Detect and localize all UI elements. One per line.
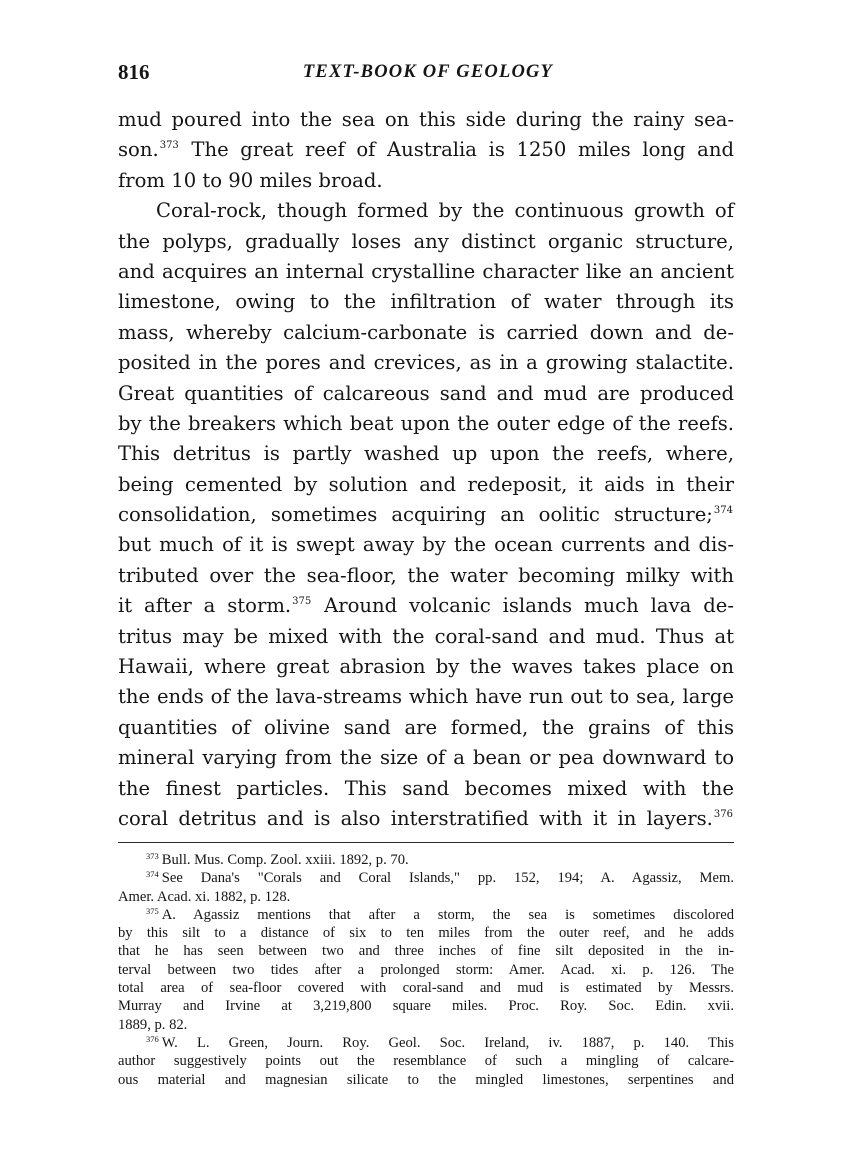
text-line: Great quantities of calcareous sand and mud are produced <box>118 381 734 405</box>
text-line: it after a storm.$^{375}$ Around volcanic islands much lava de- <box>118 594 734 618</box>
footnote-line: by this silt to a distance of six to ten miles from the outer reef, and he adds <box>118 925 734 942</box>
text-line: mineral varying from the size of a bean or pea downward to <box>118 746 734 770</box>
text-line: This detritus is partly washed up upon the reefs, where, <box>118 442 734 466</box>
footnote-line: Amer. Acad. xi. 1882, p. 128. <box>118 888 291 905</box>
footnote-number: 375 <box>146 905 159 916</box>
footnote-ref: 375 <box>292 596 312 608</box>
body-text <box>118 105 734 834</box>
text-line: limestone, owing to the infiltration of water through its <box>118 290 734 314</box>
footnote-line: ous material and magnesian silicate to the mingled limestones, serpentines and <box>118 1071 734 1088</box>
footnote-line: total area of sea-floor covered with coral-sand and mud is estimated by Messrs. <box>118 980 734 997</box>
text-line: Hawaii, where great abrasion by the waves takes place on <box>118 655 734 679</box>
text-line: and acquires an internal crystalline character like an ancient <box>118 259 734 283</box>
text-line: by the breakers which beat upon the outer edge of the reefs. <box>118 411 734 435</box>
text-line: mass, whereby calcium-carbonate is carried down and de- <box>118 320 734 344</box>
text-line: from 10 to 90 miles broad. <box>118 168 383 192</box>
footnote-line: $^{375}$ A. Agassiz mentions that after a storm, the sea is sometimes discolored <box>146 905 734 923</box>
text-line: but much of it is swept away by the ocean currents and dis- <box>118 533 734 557</box>
text-line: Coral-rock, though formed by the continuous growth of <box>156 199 734 223</box>
footnotes <box>118 851 734 1089</box>
footnote-line: that he has seen between two and three inches of fine silt deposited in the in- <box>118 943 734 960</box>
running-title: TEXT-BOOK OF GEOLOGY <box>302 62 554 82</box>
footnote-ref: 374 <box>713 505 733 517</box>
text-line: being cemented by solution and redeposit, it aids in their <box>118 472 734 496</box>
text-line: the finest particles. This sand becomes mixed with the <box>118 776 734 800</box>
footnote-line: $^{374}$ See Dana's "Corals and Coral Islands," pp. 152, 194; A. Agassiz, Mem. <box>146 869 734 887</box>
text-line: the polyps, gradually loses any distinct organic structure, <box>118 229 734 253</box>
page-header <box>118 60 738 90</box>
footnote-number: 373 <box>146 851 159 861</box>
text-line: tributed over the sea-floor, the water becoming milky with <box>118 563 734 587</box>
footnote-line: 1889, p. 82. <box>118 1016 188 1033</box>
footnote-line: Murray and Irvine at 3,219,800 square miles. Proc. Roy. Soc. Edin. xvii. <box>118 998 734 1015</box>
text-line: the ends of the lava-streams which have run out to sea, large <box>118 685 734 709</box>
text-line: mud poured into the sea on this side during the rainy sea- <box>118 108 734 131</box>
text-line: consolidation, sometimes acquiring an oolitic structure;$^{374}$ <box>118 503 733 527</box>
footnote-number: 374 <box>146 869 159 880</box>
footnote-ref: 376 <box>713 808 733 820</box>
text-line: quantities of olivine sand are formed, the grains of this <box>118 715 734 739</box>
footnote-ref: 373 <box>159 140 179 152</box>
footnote-line: author suggestively points out the resemblance of such a mingling of calcare- <box>118 1053 734 1070</box>
text-line: son.$^{373}$ The great reef of Australia is 1250 miles long and <box>118 138 734 162</box>
footnote-line: $^{376}$ W. L. Green, Journ. Roy. Geol. Soc. Ireland, iv. 1887, p. 140. This <box>146 1033 734 1051</box>
footnote-divider <box>118 842 734 843</box>
footnote-line: terval between two tides after a prolonged storm: Amer. Acad. xi. p. 126. The <box>118 961 734 978</box>
text-line: posited in the pores and crevices, as in a growing stalactite. <box>118 351 734 375</box>
footnote-line: $^{373}$ Bull. Mus. Comp. Zool. xxiii. 1892, p. 70. <box>146 851 409 868</box>
text-line: coral detritus and is also interstratified with it in layers.$^{376}$ <box>118 806 733 830</box>
footnote-number: 376 <box>146 1033 159 1044</box>
page-number: 816 <box>118 60 150 84</box>
text-line: tritus may be mixed with the coral-sand and mud. Thus at <box>118 624 734 648</box>
